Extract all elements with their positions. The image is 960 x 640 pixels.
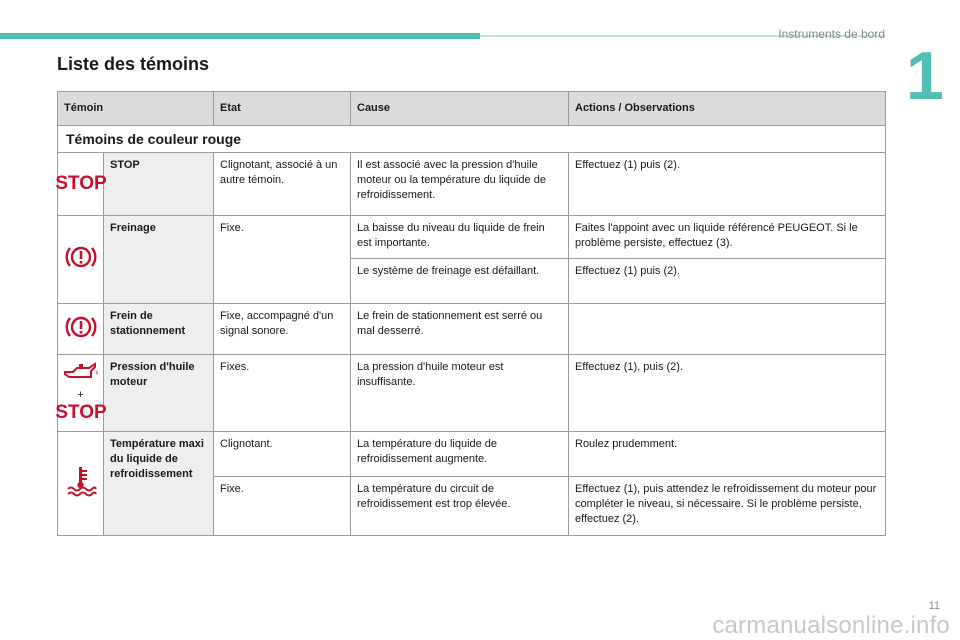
light-name: Frein de stationnement — [104, 304, 214, 355]
light-cause: Le système de freinage est défaillant. — [351, 259, 569, 304]
stop-icon — [54, 153, 107, 216]
light-action: Faites l'appoint avec un liquide référencé PEUGEOT. Si le problème persiste, effectuez (3). — [569, 216, 886, 259]
header-accent-bar — [0, 33, 480, 39]
col-header-actions: Actions / Observations — [569, 92, 886, 126]
col-header-cause: Cause — [351, 92, 569, 126]
svg-text:STOP: STOP — [54, 402, 107, 423]
watermark: carmanualsonline.info — [712, 612, 950, 639]
page-number: 11 — [928, 600, 940, 612]
group-title: Témoins de couleur rouge — [58, 126, 886, 153]
light-state: Clignotant. — [214, 432, 351, 477]
svg-text:STOP: STOP — [54, 172, 107, 194]
chapter-number: 1 — [906, 38, 944, 114]
light-action: Effectuez (1), puis (2). — [569, 355, 886, 432]
col-header-temoin: Témoin — [58, 92, 214, 126]
light-action — [569, 304, 886, 355]
light-state: Fixes. — [214, 355, 351, 432]
warning-lights-table — [54, 91, 886, 536]
group-row — [58, 126, 886, 153]
light-name: STOP — [104, 153, 214, 216]
page-title: Liste des témoins — [57, 54, 210, 74]
light-state: Fixe. — [214, 477, 351, 536]
brake-warning-icon — [58, 216, 104, 304]
col-header-etat: Etat — [214, 92, 351, 126]
table-row — [58, 304, 886, 355]
light-action: Roulez prudemment. — [569, 432, 886, 477]
light-action: Effectuez (1) puis (2). — [569, 153, 886, 216]
light-name: Température maxi du liquide de refroidissement — [104, 432, 214, 536]
light-name: Pression d'huile moteur — [104, 355, 214, 432]
light-state: Fixe. — [214, 216, 351, 304]
light-name: Freinage — [104, 216, 214, 304]
light-action: Effectuez (1), puis attendez le refroidissement du moteur pour compléter le niveau, si nécessaire. Si le problème persiste, effectuez (2). — [569, 477, 886, 536]
light-cause: La température du liquide de refroidissement augmente. — [351, 432, 569, 477]
light-cause: Le frein de stationnement est serré ou mal desserré. — [351, 304, 569, 355]
table-row — [58, 153, 886, 216]
plus-sign: + — [77, 389, 84, 401]
light-state: Clignotant, associé à un autre témoin. — [214, 153, 351, 216]
section-header: Instruments de bord — [778, 27, 885, 41]
table-row — [58, 216, 886, 259]
stop-icon — [54, 401, 107, 423]
light-cause: La pression d'huile moteur est insuffisante. — [351, 355, 569, 432]
parking-brake-icon — [58, 304, 104, 355]
oil-pressure-icon — [54, 355, 107, 432]
light-cause: La température du circuit de refroidissement est trop élevée. — [351, 477, 569, 536]
coolant-temperature-icon — [58, 432, 104, 536]
table-row — [58, 355, 886, 432]
light-action: Effectuez (1) puis (2). — [569, 259, 886, 304]
light-cause: La baisse du niveau du liquide de frein est importante. — [351, 216, 569, 259]
light-state: Fixe, accompagné d'un signal sonore. — [214, 304, 351, 355]
light-cause: Il est associé avec la pression d'huile moteur ou la température du liquide de refroidissement. — [351, 153, 569, 216]
table-row — [58, 432, 886, 477]
table-header-row — [58, 92, 886, 126]
